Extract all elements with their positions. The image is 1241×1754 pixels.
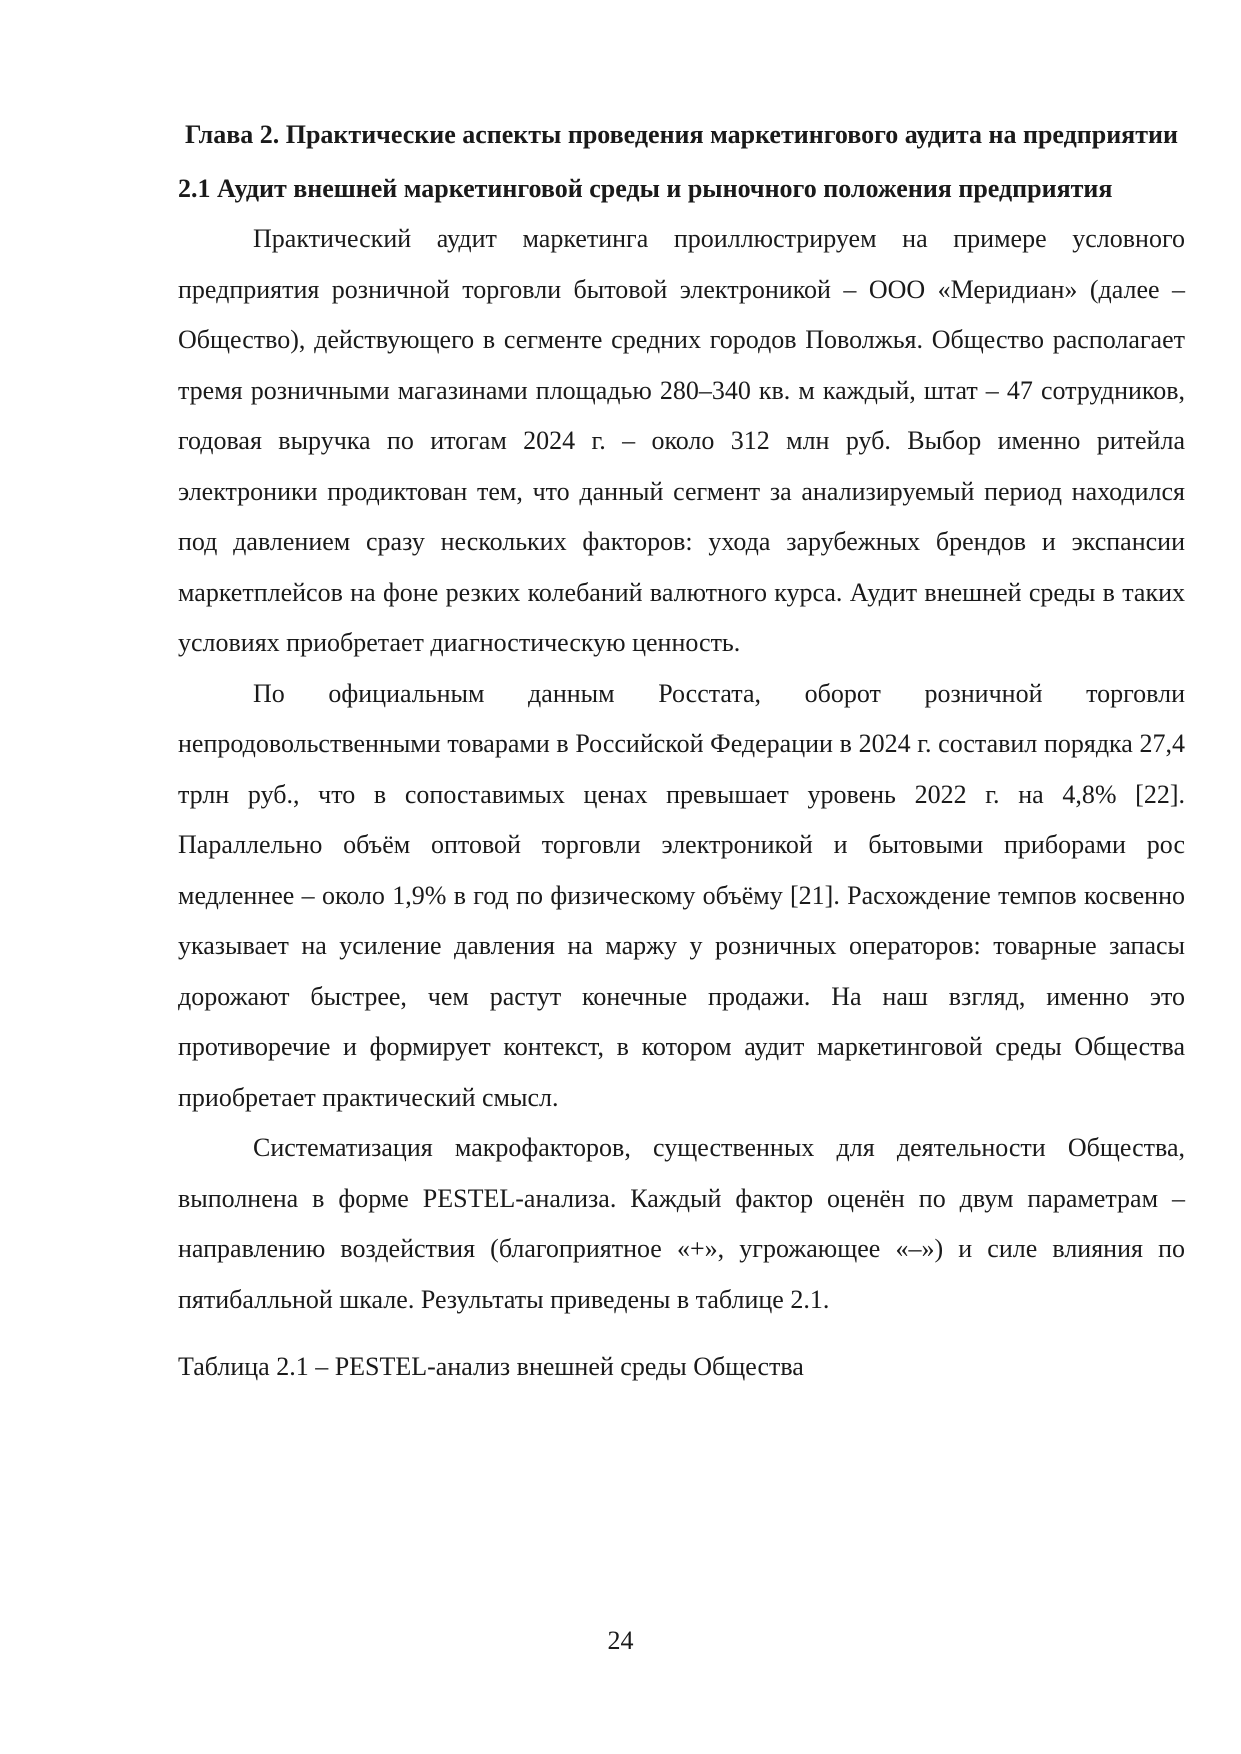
- section-title: 2.1 Аудит внешней маркетинговой среды и рыночного положения предприятия: [178, 174, 1113, 203]
- page-number: 24: [607, 1626, 634, 1655]
- paragraph-2: По официальным данным Росстата, оборот розничной торговли непродовольственными товарами в Российской Федерации в 2024 г. составил порядка 27,4 трлн руб., что в сопоставимых ценах превышает уровень 2022 г. на 4,8% [22]. Параллельно объём оптовой торговли электроникой и бытовыми приборами рос медленнее – около 1,9% в год по физическому объёму [21]. Расхождение темпов косвенно указывает на усиление давления на маржу у розничных операторов: товарные запасы дорожают быстрее, чем растут конечные продажи. На наш взгляд, именно это противоречие и формирует контекст, в котором аудит маркетинговой среды Общества приобретает практический смысл.: [178, 678, 1185, 1112]
- chapter-title: Глава 2. Практические аспекты проведения маркетингового аудита на предприятии: [185, 120, 1178, 149]
- paragraph-3: Систематизация макрофакторов, существенных для деятельности Общества, выполнена в форме PESTEL-анализа. Каждый фактор оценён по двум параметрам – направлению воздействия (благоприятное «+», угрожающее «–») и силе влияния по пятибалльной шкале. Результаты приведены в таблице 2.1.: [178, 1133, 1185, 1314]
- table-caption: Таблица 2.1 – PESTEL-анализ внешней среды Общества: [178, 1352, 804, 1381]
- document-page: [178, 118, 1185, 1384]
- paragraph-1: Практический аудит маркетинга проиллюстрируем на примере условного предприятия розничной торговли бытовой электроникой – ООО «Меридиан» (далее – Общество), действующего в сегменте средних городов Поволжья. Общество располагает тремя розничными магазинами площадью 280–340 кв. м каждый, штат – 47 сотрудников, годовая выручка по итогам 2024 г. – около 312 млн руб. Выбор именно ритейла электроники продиктован тем, что данный сегмент за анализируемый период находился под давлением сразу нескольких факторов: ухода зарубежных брендов и экспансии маркетплейсов на фоне резких колебаний валютного курса. Аудит внешней среды в таких условиях приобретает диагностическую ценность.: [178, 224, 1185, 657]
